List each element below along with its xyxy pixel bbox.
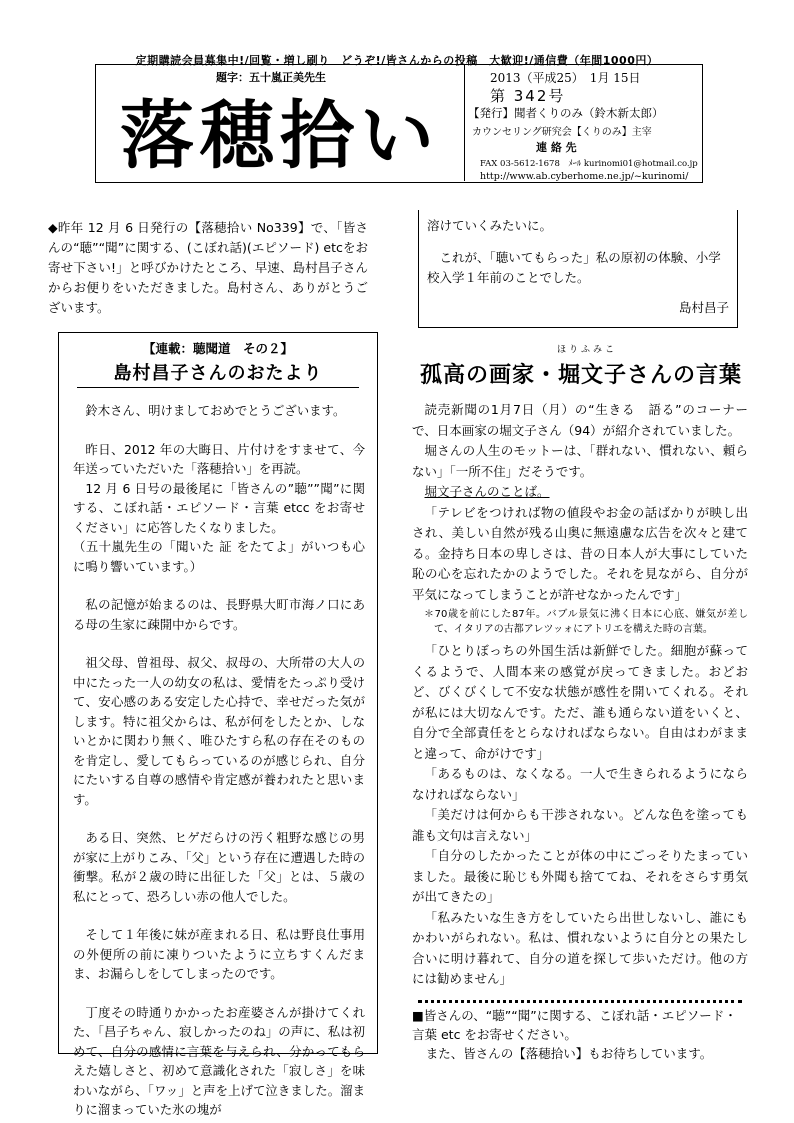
continuation-line: これが、「聴いてもらった」私の原初の体験、小学校入学１年前のことでした。 [427,250,721,285]
article-paragraph: 堀さんの人生のモットーは、「群れない、慣れない、頼らない」「一所不住」だそうです。 [412,443,748,479]
letter-signature: 島村昌子 [678,300,729,315]
intro-paragraph: ◆昨年 12 月 6 日発行の【落穂拾い No339】で、「皆さんの“聴”“聞”に関する、(こぼれ話)(エピソード) etcをお寄せ下さい!」と呼びかけたところ、早速、島村昌子さんからお便りをいただきました。島村さん、ありがとうございます。 [48,220,368,315]
contact-label: 連 絡 先 [536,141,577,154]
letter-paragraph: 祖父母、曽祖母、叔父、叔母の、大所帯の大人の中にたった一人の幼女の私は、愛情をたっぷり受けて、安心感のある安定した心持で、幸せだった気がします。特に祖父からは、私が何をしたとか、しないとかに関わり無く、唯ひたすら私の存在そのものを肯定し、愛してもらっているのが感じられ、自分にたいする自尊の感情や肯定感が養われたと思います。 [73,655,365,807]
article-quote: 「テレビをつければ物の値段やお金の話ばかりが映し出され、美しい自然が残る山奥に無遠慮な広告を次々と建てる。金持ち日本の卑しさは、昔の日本人が大事にしていた恥の心を忘れたかのようでした。それを見ながら、自分が平気になってしまうことが許せなかったんです」 [412,504,748,602]
article-paragraph: 堀文子さんのことば。 [424,484,550,499]
letter-paragraph: （五十嵐先生の「聞いた 証 をたてよ」がいつも心に鳴り響いています。） [73,539,365,574]
closing-line: ■皆さんの、“聴”“聞”に関する、こぼれ話・エピソード・言葉 etc をお寄せください。 [412,1008,737,1042]
serial-header: 【連載：聴聞道 その２】 [142,341,293,356]
title-divider [77,387,359,388]
website-url: http://www.ab.cyberhome.ne.jp/~kurinomi/ [480,171,689,182]
continuation-line: 溶けていくみたいに。 [427,218,553,233]
article-title: 孤高の画家・堀文子さんの言葉 [420,363,743,388]
calligrapher-credit: 題字：五十嵐正美先生 [216,71,326,84]
article-quote: 「自分のしたかったことが体の中にごっそりたまっていました。最後に恥じも外聞も捨ててね、それをさらす勇気が出てきたの」 [412,848,748,904]
letter-paragraph: 12 月 6 日号の最後尾に「皆さんの”聴””聞”に関する、こぼれ話・エピソード・言葉 etcc をお寄せください」に応答したくなりました。 [73,480,365,535]
closing-notice [412,1006,748,1063]
publisher: 【発行】聞者くりのみ（鈴木新太郎） [468,106,664,120]
organization: カウンセリング研究会【くりのみ】主宰 [472,127,652,138]
closing-line: また、皆さんの【落穂拾い】もお待ちしています。 [425,1046,713,1061]
fax-email: FAX 03-5612-1678 ﾒｰﾙ kurinomi01@hotmail.co.jp [480,159,698,169]
subscription-notice: 定期購読会員募集中!/回覧・増し刷り どうぞ!/皆さんからの投稿 大歓迎!/通信費（年間1000円） [135,54,659,67]
article-paragraph: 読売新聞の1月7日（月）の“生きる 語る”のコーナーで、日本画家の堀文子さん（94）が紹介されていました。 [412,402,748,438]
letter-paragraph: ある日、突然、ヒゲだらけの汚く粗野な感じの男が家に上がりこみ、「父」という存在に遭遇した時の衝撃。私が２歳の時に出征した「父」とは、５歳の私にとって、恐ろしい赤の他人でした。 [73,830,365,904]
issue-date: 2013（平成25） 1月 15日 [490,71,641,85]
article-quote: 「私みたいな生き方をしていたら出世しないし、誰にもかわいがられない。私は、慣れないように自分との果たし合いに明け暮れて、自分の道を探して歩いただけ。他の方には勧めません」 [412,909,748,986]
issue-number: 第 342号 [490,87,566,105]
logo-calligraphy: 落穂拾い [120,93,440,177]
article-body [412,400,748,990]
serial-body [73,401,365,1120]
dotted-divider [418,1000,742,1003]
article-quote: 「あるものは、なくなる。一人で生きられるようにならなければならない」 [412,766,748,802]
article-quote: 「ひとりぼっちの外国生活は新鮮でした。細胞が蘇ってくるようで、人間本来の感覚が戻ってきました。おどおど、びくびくして不安な状態が感性を開いてくれる。それが私には大切なんです。ただ、誰も通らない道をいくと、自分で全部責任をとらなければならない。自由はわがままと違って、命がけです」 [412,643,748,761]
newsletter-logo [110,85,450,177]
masthead-title-area [96,65,465,181]
serial-title: 島村昌子さんのおたより [113,363,323,384]
article-quote: 「美だけは何からも干渉されない。どんな色を塗っても誰も文句は言えない」 [412,807,748,843]
letter-paragraph: 昨日、2012 年の大晦日、片付けをすませて、今年送っていただいた「落穂拾い」を再読。 [73,441,365,476]
title-ruby: ほりふみこ [557,345,618,355]
letter-continuation-box [418,210,738,328]
article-note: ＊70歳を前にした87年。バブル景気に沸く日本に心底、嫌気が差して、イタリアの古都アレツッォにアトリエを構えた時の言葉。 [424,609,748,635]
letter-paragraph: 鈴木さん、明けましておめでとうございます。 [85,403,346,418]
serial-letter-box [58,332,378,1117]
letter-paragraph: そして１年後に妹が産まれる日、私は野良仕事用の外便所の前に凍りついたように立ちすくんだまま、お漏らしをしてしまったのです。 [73,927,365,981]
masthead-info [468,65,700,181]
masthead [95,64,703,183]
letter-paragraph: 私の記憶が始まるのは、長野県大町市海ノ口にある母の生家に疎開中からです。 [73,597,365,632]
letter-paragraph: 丁度その時通りかかったお産婆さんが掛けてくれた、「昌子ちゃん、寂しかったのね」の声に、私は初めて、自分の感情に言葉を与えられ、分かってもらえた嬉しさと、初めて意識化された「寂しさ」を味わいながら、「ワッ」と声を上げて泣きました。溜まりに溜まっていた氷の塊が [73,1004,365,1117]
